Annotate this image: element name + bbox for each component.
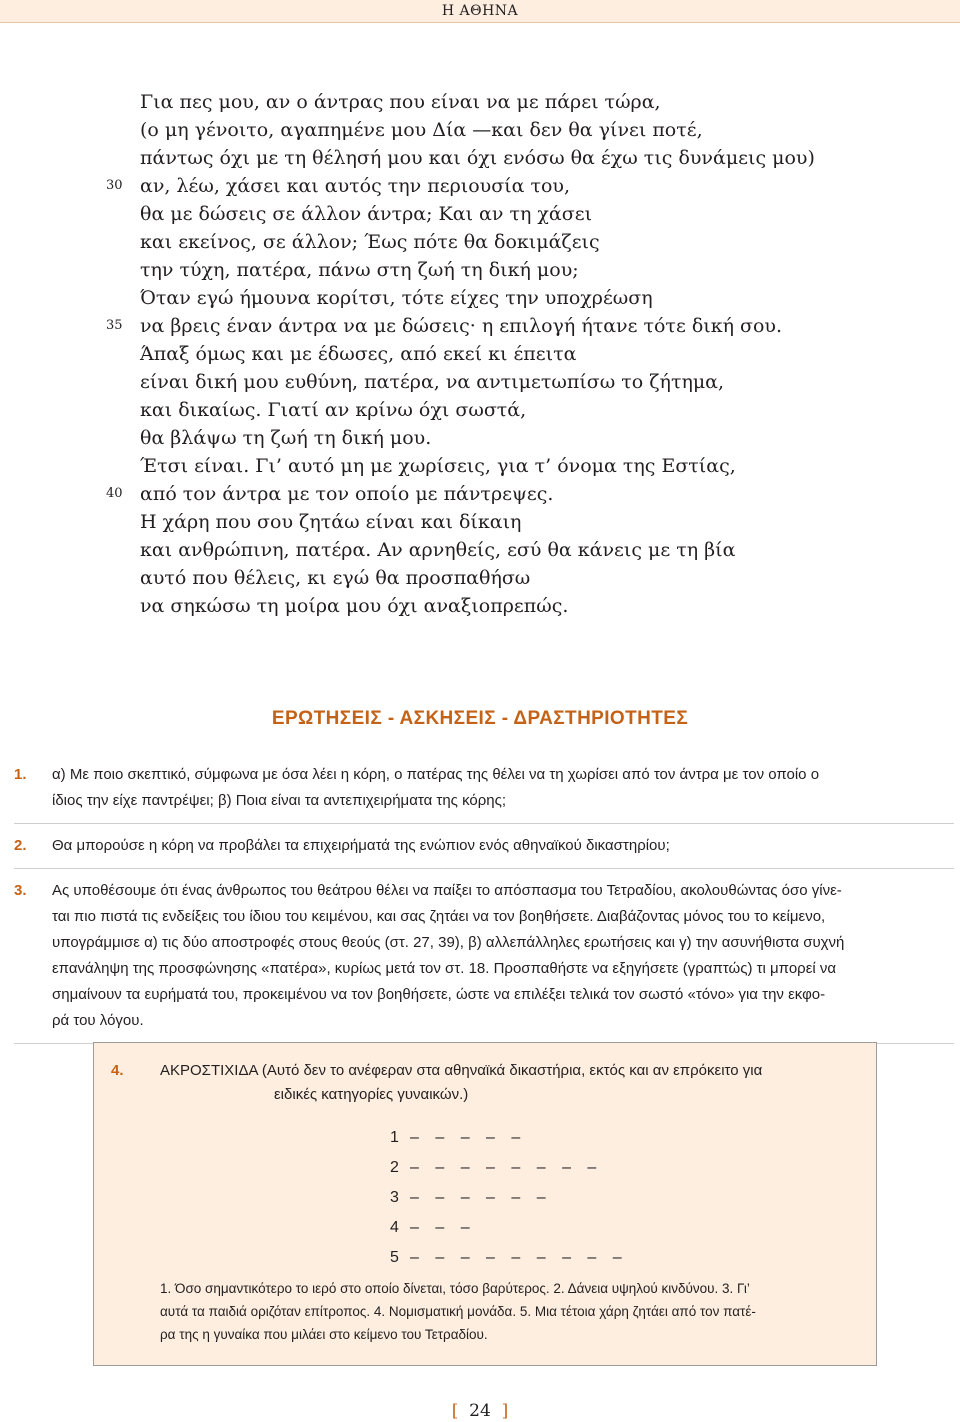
page-number-close-bracket: ] <box>501 1401 509 1421</box>
poem-line <box>0 116 960 144</box>
poem-line-text: και δικαίως. Γιατί αν κρίνω όχι σωστά, <box>140 399 527 421</box>
page-number-open-bracket: [ <box>451 1401 459 1421</box>
poem-line-text: Άπαξ όμως και με έδωσες, από εκεί κι έπειτα <box>140 343 577 365</box>
question-line: ται πιο πιστά τις ενδείξεις του ίδιου του κειμένου, και σας ζητάει να τον βοηθήσετε. Διαβάζοντας μόνος του το κείμενο, <box>52 908 826 925</box>
acrostic-grid <box>390 1123 628 1273</box>
question-divider <box>14 868 954 869</box>
question-line: α) Με ποιο σκεπτικό, σύμφωνα με όσα λέει η κόρη, ο πατέρας της θέλει να τη χωρίσει από τον άντρα με τον οποίο ο <box>52 766 820 783</box>
question-line: ίδιος την είχε παντρέψει; β) Ποια είναι τα αντεπιχειρήματα της κόρης; <box>52 792 507 809</box>
acrostic-row <box>390 1243 628 1273</box>
acrostic-letter-blanks: – – – – – – – – – <box>410 1249 628 1266</box>
acrostic-clues <box>160 1277 870 1346</box>
acrostic-row <box>390 1213 628 1243</box>
poem-line-text: Όταν εγώ ήμουνα κορίτσι, τότε είχες την υποχρέωση <box>140 287 653 309</box>
running-header-title: Η ΑΘΗΝΑ <box>441 3 519 19</box>
poem-line <box>0 592 960 620</box>
poem-line <box>0 228 960 256</box>
acrostic-title-line: ειδικές κατηγορίες γυναικών.) <box>274 1086 469 1103</box>
acrostic-clue-line: ρα της η γυναίκα που μιλάει στο κείμενο του Τετραδίου. <box>160 1327 488 1342</box>
acrostic-row-number: 2 <box>390 1159 399 1176</box>
poem-line-text: Έτσι είναι. Γι’ αυτό μη με χωρίσεις, για τ’ όνομα της Εστίας, <box>140 455 736 477</box>
question-number: 1. <box>14 766 27 783</box>
acrostic-row <box>390 1153 628 1183</box>
poem-line <box>0 480 960 508</box>
acrostic-row-number: 4 <box>390 1219 399 1236</box>
poem-line <box>0 340 960 368</box>
questions-section-title: ΕΡΩΤΗΣΕΙΣ - ΑΣΚΗΣΕΙΣ - ΔΡΑΣΤΗΡΙΟΤΗΤΕΣ <box>271 708 689 729</box>
poem-line-text: είναι δική μου ευθύνη, πατέρα, να αντιμετωπίσω το ζήτημα, <box>140 371 725 393</box>
poem-line-text: από τον άντρα με τον οποίο με πάντρεψες. <box>140 483 554 505</box>
poem-line <box>0 284 960 312</box>
acrostic-box <box>93 1042 877 1366</box>
poem-line-text: να σηκώσω τη μοίρα μου όχι αναξιοπρεπώς. <box>140 595 569 617</box>
question-line: υπογράμμισε α) τις δύο αποστροφές στους θεούς (στ. 27, 39), β) αλλεπάλληλες ερωτήσεις και γ) την ασυνήθιστα συχνή <box>52 934 845 951</box>
poem-line-text: θα με δώσεις σε άλλον άντρα; Και αν τη χάσει <box>140 203 593 225</box>
question-line: ρά του λόγου. <box>52 1012 144 1029</box>
poem-line <box>0 564 960 592</box>
question-3 <box>0 878 960 1034</box>
poem-line <box>0 368 960 396</box>
poem-line <box>0 200 960 228</box>
poem-line-text: και ανθρώπινη, πατέρα. Αν αρνηθείς, εσύ θα κάνεις με τη βία <box>140 539 736 561</box>
acrostic-letter-blanks: – – – <box>410 1219 476 1236</box>
poem-line <box>0 256 960 284</box>
acrostic-title-line: ΑΚΡΟΣΤΙΧΙΔΑ (Αυτό δεν το ανέφεραν στα αθηναϊκά δικαστήρια, εκτός και αν επρόκειτο για <box>160 1062 763 1079</box>
question-line: Ας υποθέσουμε ότι ένας άνθρωπος του θεάτρου θέλει να παίξει το απόσπασμα του Τετραδίου, ακολουθώντας όσο γίνε- <box>52 882 842 899</box>
poem-text <box>0 88 960 620</box>
page-number-value: 24 <box>469 1401 491 1421</box>
acrostic-question-number: 4. <box>111 1062 124 1079</box>
running-header <box>0 0 960 23</box>
poem-line <box>0 424 960 452</box>
poem-line <box>0 312 960 340</box>
poem-line-text: πάντως όχι με τη θέλησή μου και όχι ενόσω θα έχω τις δυνάμεις μου) <box>140 147 815 169</box>
question-body <box>52 833 952 859</box>
acrostic-row <box>390 1123 628 1153</box>
question-number: 2. <box>14 837 27 854</box>
question-body <box>52 762 952 814</box>
poem-line-text: να βρεις έναν άντρα να με δώσεις· η επιλογή ήτανε τότε δική σου. <box>140 315 783 337</box>
question-divider <box>14 823 954 824</box>
question-2 <box>0 833 960 859</box>
acrostic-row-number: 3 <box>390 1189 399 1206</box>
question-line: Θα μπορούσε η κόρη να προβάλει τα επιχειρήματά της ενώπιον ενός αθηναϊκού δικαστηρίου; <box>52 837 670 854</box>
page-number <box>0 1400 960 1422</box>
poem-line-text: την τύχη, πατέρα, πάνω στη ζωή τη δική μου; <box>140 259 579 281</box>
questions-list <box>0 762 960 1053</box>
poem-line-text: αν, λέω, χάσει και αυτός την περιουσία του, <box>140 175 571 197</box>
line-number: 35 <box>106 318 123 333</box>
acrostic-letter-blanks: – – – – – – – – <box>410 1159 603 1176</box>
question-line: σημαίνουν τα ευρήματά του, προκειμένου να τον βοηθήσετε, ώστε να επιλέξει τελικά τον σωστό «τόνο» για την εκφο- <box>52 986 826 1003</box>
question-body <box>52 878 952 1034</box>
poem-line <box>0 452 960 480</box>
question-number: 3. <box>14 882 27 899</box>
poem-line-text: (ο μη γένοιτο, αγαπημένε μου Δία —και δεν θα γίνει ποτέ, <box>140 119 703 141</box>
acrostic-row-number: 5 <box>390 1249 399 1266</box>
acrostic-row-number: 1 <box>390 1129 399 1146</box>
acrostic-letter-blanks: – – – – – <box>410 1129 527 1146</box>
poem-line <box>0 508 960 536</box>
poem-line <box>0 536 960 564</box>
poem-line-text: αυτό που θέλεις, κι εγώ θα προσπαθήσω <box>140 567 531 589</box>
poem-line-text: Η χάρη που σου ζητάω είναι και δίκαιη <box>140 511 522 533</box>
poem-line-text: Για πες μου, αν ο άντρας που είναι να με πάρει τώρα, <box>140 91 661 113</box>
poem-line <box>0 172 960 200</box>
poem-line-text: θα βλάψω τη ζωή τη δική μου. <box>140 427 432 449</box>
poem-line <box>0 144 960 172</box>
acrostic-row <box>390 1183 628 1213</box>
poem-line <box>0 88 960 116</box>
question-1 <box>0 762 960 814</box>
poem-line-text: και εκείνος, σε άλλον; Έως πότε θα δοκιμάζεις <box>140 231 600 253</box>
line-number: 40 <box>106 486 123 501</box>
line-number: 30 <box>106 178 123 193</box>
question-line: επανάληψη της προσφώνησης «πατέρα», κυρίως μετά τον στ. 18. Προσπαθήστε να εξηγήσετε (γραπτώς) τι μπορεί να <box>52 960 837 977</box>
acrostic-letter-blanks: – – – – – – <box>410 1189 552 1206</box>
acrostic-clue-line: 1. Όσο σημαντικότερο το ιερό στο οποίο δίνεται, τόσο βαρύτερος. 2. Δάνεια υψηλού κινδύνου. 3. Γι’ <box>160 1281 750 1296</box>
acrostic-title <box>160 1059 870 1107</box>
poem-line <box>0 396 960 424</box>
acrostic-clue-line: αυτά τα παιδιά οριζόταν επίτροπος. 4. Νομισματική μονάδα. 5. Μια τέτοια χάρη ζητάει από τον πατέ- <box>160 1304 756 1319</box>
